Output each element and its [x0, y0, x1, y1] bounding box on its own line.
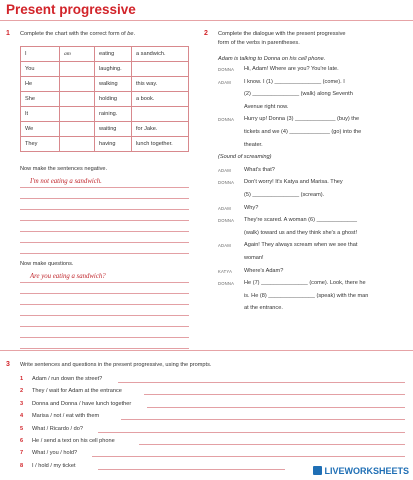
question-answer-line — [20, 282, 189, 283]
prompt-text: They / wait for Adam at the entrance — [32, 388, 122, 395]
dialogue-line: (Sound of screaming) — [218, 154, 272, 161]
prompt-text: Marisa / not / eat with them — [32, 413, 100, 420]
question-answer-line[interactable] — [20, 326, 189, 327]
negative-answer-line[interactable] — [20, 220, 189, 221]
chart-cell-verb: raining. — [95, 107, 132, 122]
chart-cell-subj: We — [21, 122, 60, 137]
chart-be-blank[interactable] — [60, 77, 95, 92]
prompt-answer-line[interactable] — [147, 407, 405, 408]
dialogue-speaker: DONNA — [218, 180, 235, 186]
questions-heading: Now make questions. — [20, 261, 74, 267]
dialogue-line-with-blank[interactable]: I know. I (1) _______________ (come). I — [244, 78, 345, 85]
chart-cell-obj — [132, 62, 189, 77]
dialogue-speaker: ADAM — [218, 205, 231, 211]
dialogue-line-with-blank[interactable]: is. He (8) _______________ (speak) with the man — [244, 292, 369, 299]
chart-cell-verb: laughing. — [95, 62, 132, 77]
prompt-text: What / Ricardo / do? — [32, 425, 83, 432]
prompt-answer-line[interactable] — [144, 394, 405, 395]
prompt-answer-line[interactable] — [121, 419, 405, 420]
dialogue-line-with-blank[interactable]: Hurry up! Donna (3) _____________ (buy) the — [244, 116, 360, 123]
chart-be-blank[interactable] — [60, 122, 95, 137]
chart-be-blank[interactable] — [60, 137, 95, 152]
question-answer-line[interactable] — [20, 304, 189, 305]
dialogue-speaker: KATYA — [218, 268, 233, 274]
prompt-number: 5 — [20, 425, 24, 432]
section-3-divider — [0, 350, 413, 351]
exercise-2-instruction-line1: Complete the dialogue with the present progressive — [218, 31, 346, 37]
exercise-3-number: 3 — [6, 361, 10, 368]
chart-row — [21, 122, 189, 137]
exercise-1-number: 1 — [6, 30, 10, 37]
negative-answer-line[interactable] — [20, 231, 189, 232]
prompt-answer-line[interactable] — [98, 432, 405, 433]
chart-cell-obj: a sandwich. — [132, 47, 189, 62]
liveworksheets-logo: LIVEWORKSHEETS — [313, 466, 409, 476]
dialogue-line: Where's Adam? — [244, 267, 284, 274]
exercise-1-instruction: Complete the chart with the correct form of be. — [20, 31, 136, 37]
dialogue-line: Hi, Adam! Where are you? You're late. — [244, 66, 339, 72]
dialogue-line: Why? — [244, 204, 259, 211]
dialogue-line-with-blank[interactable]: He (7) _______________ (come). Look, there he — [244, 280, 366, 287]
chart-be-blank[interactable] — [60, 107, 95, 122]
exercise-2-instruction-line2: form of the verbs in parentheses. — [218, 40, 300, 46]
question-answer-line[interactable] — [20, 348, 189, 349]
chart-row — [21, 92, 189, 107]
chart-cell-obj — [132, 107, 189, 122]
chart-cell-subj: He — [21, 77, 60, 92]
dialogue-speaker: ADAM — [218, 243, 231, 249]
dialogue-line: What's that? — [244, 166, 275, 173]
page-title: Present progressive — [6, 2, 136, 17]
chart-cell-verb: waiting — [95, 122, 132, 137]
dialogue-speaker: DONNA — [218, 218, 235, 224]
negative-example: I'm not eating a sandwich. — [30, 178, 102, 185]
chart-cell-verb: holding — [95, 92, 132, 107]
chart-cell-subj: It — [21, 107, 60, 122]
prompt-number: 6 — [20, 438, 24, 444]
dialogue-line: at the entrance. — [244, 305, 283, 312]
dialogue-speaker: DONNA — [218, 281, 235, 287]
chart-cell-subj: They — [21, 137, 60, 152]
question-answer-line[interactable] — [20, 337, 189, 338]
question-answer-line[interactable] — [20, 293, 189, 294]
dialogue-line: (walk) toward us and they think she's a ghost! — [244, 229, 358, 236]
prompt-text: What / you / hold? — [32, 450, 78, 457]
chart-be-example: am — [60, 47, 95, 62]
prompt-answer-line[interactable] — [92, 456, 405, 457]
prompt-number: 1 — [20, 376, 24, 382]
dialogue-line-with-blank[interactable]: They're scared. A woman (6) _____________ — [244, 217, 358, 224]
chart-cell-verb: walking — [95, 77, 132, 92]
negative-answer-line — [20, 187, 189, 188]
dialogue-line-with-blank[interactable]: (5) _______________ (scream). — [244, 192, 325, 198]
negative-answer-line[interactable] — [20, 253, 189, 254]
prompt-answer-line[interactable] — [118, 382, 405, 383]
negative-heading: Now make the sentences negative. — [20, 166, 108, 172]
dialogue-speaker: ADAM — [218, 79, 231, 85]
chart-cell-obj: lunch together. — [132, 137, 189, 152]
chart-cell-obj: for Jake. — [132, 122, 189, 137]
prompt-number: 8 — [20, 462, 24, 469]
dialogue-line: Again! They always scream when we see that — [244, 242, 358, 249]
questions-example: Are you eating a sandwich? — [30, 273, 106, 280]
dialogue-speaker: ADAM — [218, 167, 231, 173]
prompt-number: 2 — [20, 388, 24, 395]
prompt-number: 4 — [20, 413, 24, 420]
prompt-text: He / send a text on his cell phone — [32, 438, 115, 444]
prompt-text: Donna and Donna / have lunch together — [32, 400, 132, 407]
dialogue-speaker: DONNA — [218, 117, 235, 123]
prompt-answer-line[interactable] — [139, 444, 405, 445]
prompt-text: I / hold / my ticket — [32, 462, 76, 469]
prompt-number: 3 — [20, 400, 24, 407]
dialogue-line: woman! — [244, 255, 264, 261]
chart-cell-obj: a book. — [132, 92, 189, 107]
negative-answer-line[interactable] — [20, 209, 189, 210]
prompt-answer-line[interactable] — [98, 469, 285, 470]
question-answer-line[interactable] — [20, 315, 189, 316]
exercise-2-number: 2 — [204, 30, 208, 37]
chart-row — [21, 62, 189, 77]
chart-cell-obj: this way. — [132, 77, 189, 92]
dialogue-line-with-blank[interactable]: tickets and we (4) _____________ (go) into the — [244, 129, 362, 135]
prompt-number: 7 — [20, 450, 24, 457]
chart-cell-verb: having — [95, 137, 132, 152]
dialogue-line: Avenue right now. — [244, 103, 289, 110]
be-chart — [20, 46, 189, 152]
negative-answer-line[interactable] — [20, 242, 189, 243]
chart-cell-subj: You — [21, 62, 60, 77]
dialogue-line: theater. — [244, 141, 263, 148]
exercise-3-instruction: Write sentences and questions in the present progressive, using the prompts. — [20, 362, 212, 368]
title-divider — [0, 20, 413, 21]
dialogue-line-with-blank[interactable]: (2) _______________ (walk) along Seventh — [244, 91, 353, 98]
chart-row — [21, 77, 189, 92]
chart-row — [21, 137, 189, 152]
chart-be-blank[interactable] — [60, 62, 95, 77]
chart-cell-subj: She — [21, 92, 60, 107]
chart-cell-subj: I — [21, 47, 60, 62]
prompt-text: Adam / run down the street? — [32, 376, 103, 382]
chart-cell-verb: eating — [95, 47, 132, 62]
negative-answer-line[interactable] — [20, 198, 189, 199]
chart-row — [21, 47, 189, 62]
chart-row — [21, 107, 189, 122]
dialogue-speaker: DONNA — [218, 67, 235, 72]
logo-icon — [313, 466, 322, 475]
dialogue-context: Adam is talking to Donna on his cell phone. — [218, 56, 326, 62]
chart-be-blank[interactable] — [60, 92, 95, 107]
dialogue-line: Don't worry! It's Katya and Marisa. They — [244, 179, 343, 186]
